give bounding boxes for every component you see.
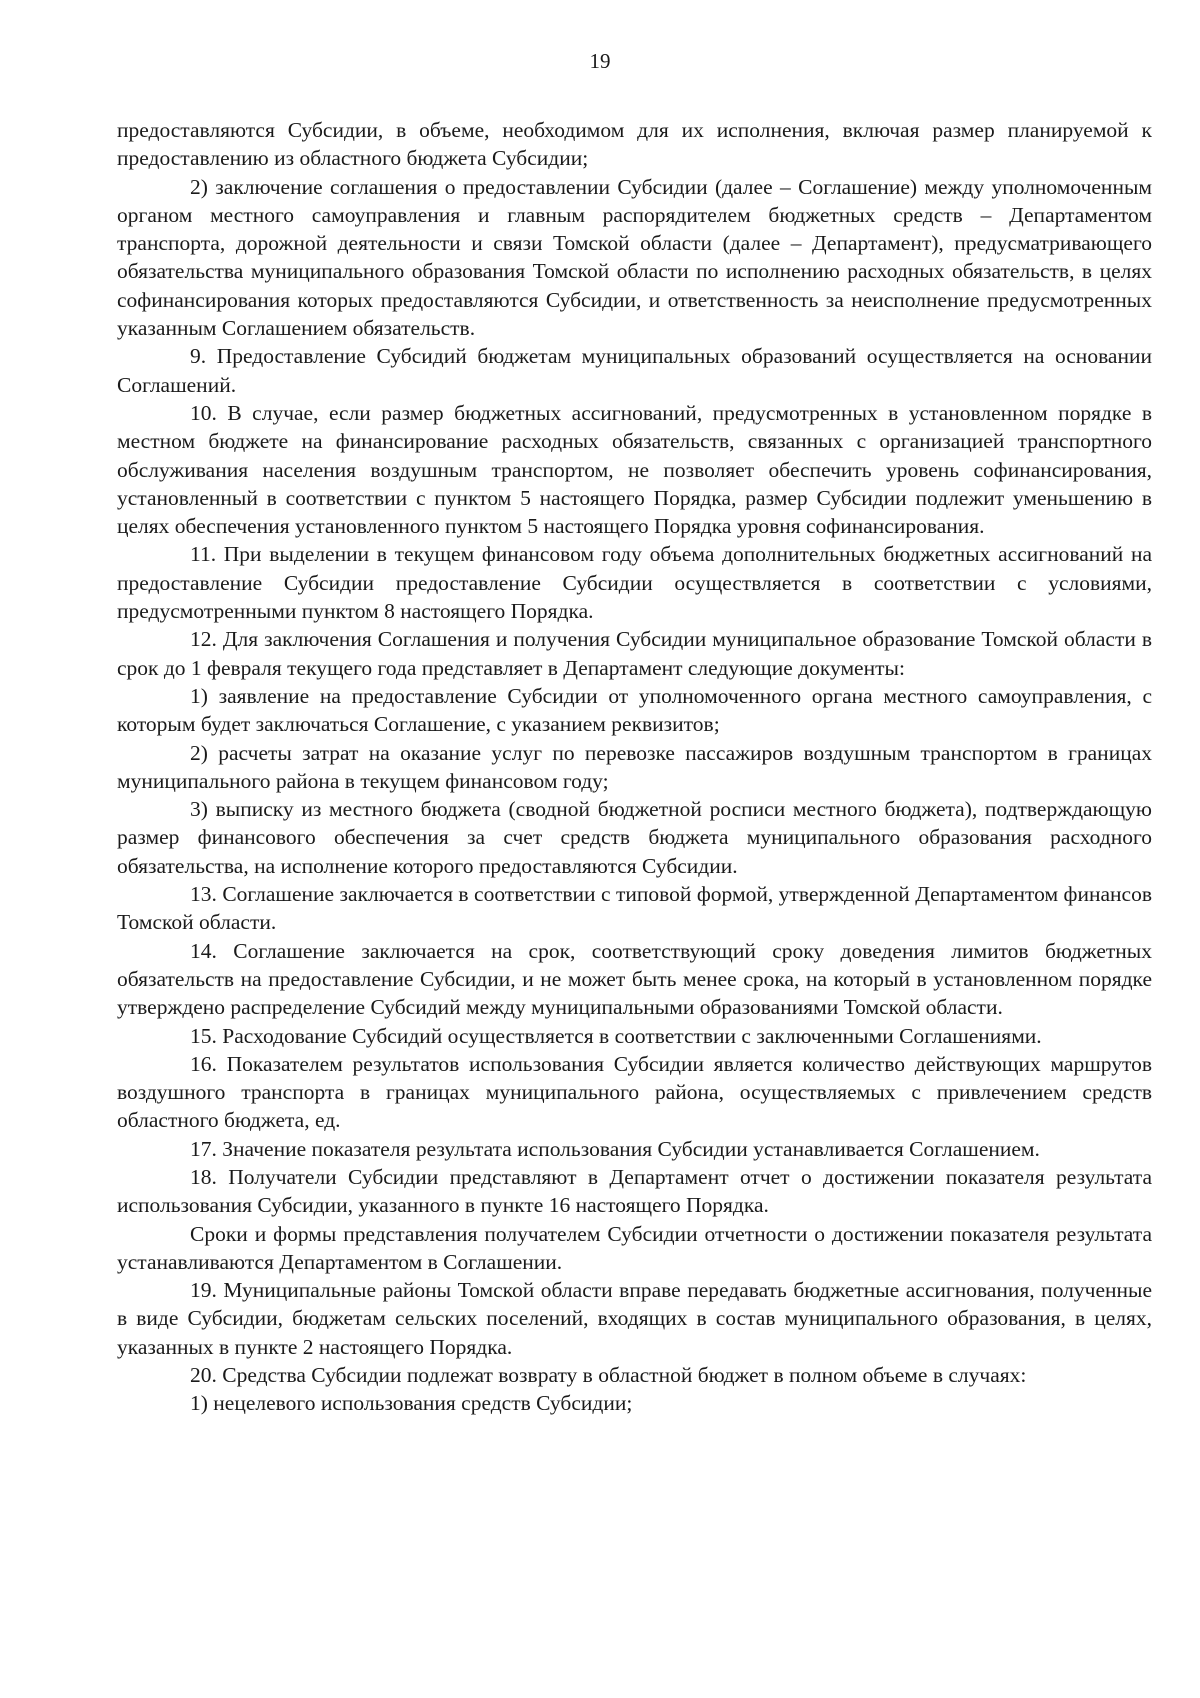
paragraph: 15. Расходование Субсидий осуществляется в соответствии с заключенными Соглашениями. [190,1023,1042,1048]
paragraph: 18. Получатели Субсидии представляют в Департамент отчет о достижении показателя результата использования Субсидии, указанного в пункте 16 настоящего Порядка. [117,1164,1152,1218]
paragraph: 1) заявление на предоставление Субсидии от уполномоченного органа местного самоуправления, с которым будет заключаться Соглашение, с указанием реквизитов; [117,683,1152,737]
paragraph: 9. Предоставление Субсидий бюджетам муниципальных образований осуществляется на основании Соглашений. [117,344,1152,397]
paragraph: 11. При выделении в текущем финансовом году объема дополнительных бюджетных ассигнований на предоставление Субсидии предоставление Субсидии осуществляется в соответствии с условиями, предусмотренными пунктом 8 настоящего Порядка. [117,542,1152,624]
paragraph: 12. Для заключения Соглашения и получения Субсидии муниципальное образование Томской области в срок до 1 февраля текущего года представляет в Департамент следующие документы: [117,627,1152,680]
paragraph: 14. Соглашение заключается на срок, соответствующий сроку доведения лимитов бюджетных обязательств на предоставление Субсидии, и не может быть менее срока, на который в установленном порядке утверждено распределение Субсидий между муниципальными образованиями Томской области. [117,938,1152,1020]
paragraph: Сроки и формы представления получателем Субсидии отчетности о достижении показателя результата устанавливаются Департаментом в Соглашении. [117,1221,1152,1274]
paragraph: 2) заключение соглашения о предоставлении Субсидии (далее – Соглашение) между уполномоченным органом местного самоуправления и главным распорядителем бюджетных средств – Департаментом транспорта, дорожной деятельности и связи Томской области (далее – Департамент), предусматривающего обязательства муниципального образования Томской области по исполнению расходных обязательств, в целях софинансирования которых предоставляются Субсидии, и ответственность за неисполнение предусмотренных указанным Соглашением обязательств. [117,174,1152,341]
paragraph: 3) выписку из местного бюджета (сводной бюджетной росписи местного бюджета), подтверждающую размер финансового обеспечения за счет средств бюджета муниципального образования расходного обязательства, на исполнение которого предоставляются Субсидии. [117,797,1152,878]
page-number: 19 [589,49,611,73]
paragraph: 1) нецелевого использования средств Субсидии; [190,1391,633,1416]
paragraph: 10. В случае, если размер бюджетных ассигнований, предусмотренных в установленном порядке в местном бюджете на финансирование расходных обязательств, связанных с организацией транспортного обслуживания населения воздушным транспортом, не позволяет обеспечить уровень софинансирования, установленный в соответствии с пунктом 5 настоящего Порядка, размер Субсидии подлежит уменьшению в целях обеспечения установленного пунктом 5 настоящего Порядка уровня софинансирования. [117,400,1152,539]
paragraph: 13. Соглашение заключается в соответствии с типовой формой, утвержденной Департаментом финансов Томской области. [117,882,1152,935]
paragraph: 19. Муниципальные районы Томской области вправе передавать бюджетные ассигнования, полученные в виде Субсидии, бюджетам сельских поселений, входящих в состав муниципального образования, в целях, указанных в пункте 2 настоящего Порядка. [117,1278,1152,1359]
paragraph: 2) расчеты затрат на оказание услуг по перевозке пассажиров воздушным транспортом в границах муниципального района в текущем финансовом году; [117,740,1152,793]
paragraph: 17. Значение показателя результата использования Субсидии устанавливается Соглашением. [190,1136,1040,1161]
paragraph: 16. Показателем результатов использования Субсидии является количество действующих маршрутов воздушного транспорта в границах муниципального района, осуществляемых с привлечением средств областного бюджета, ед. [117,1051,1152,1133]
paragraph: 20. Средства Субсидии подлежат возврату в областной бюджет в полном объеме в случаях: [190,1363,1027,1388]
document-body [117,116,1152,1418]
paragraph: предоставляются Субсидии, в объеме, необходимом для их исполнения, включая размер планируемой к предоставлению из областного бюджета Субсидии; [117,118,1152,171]
